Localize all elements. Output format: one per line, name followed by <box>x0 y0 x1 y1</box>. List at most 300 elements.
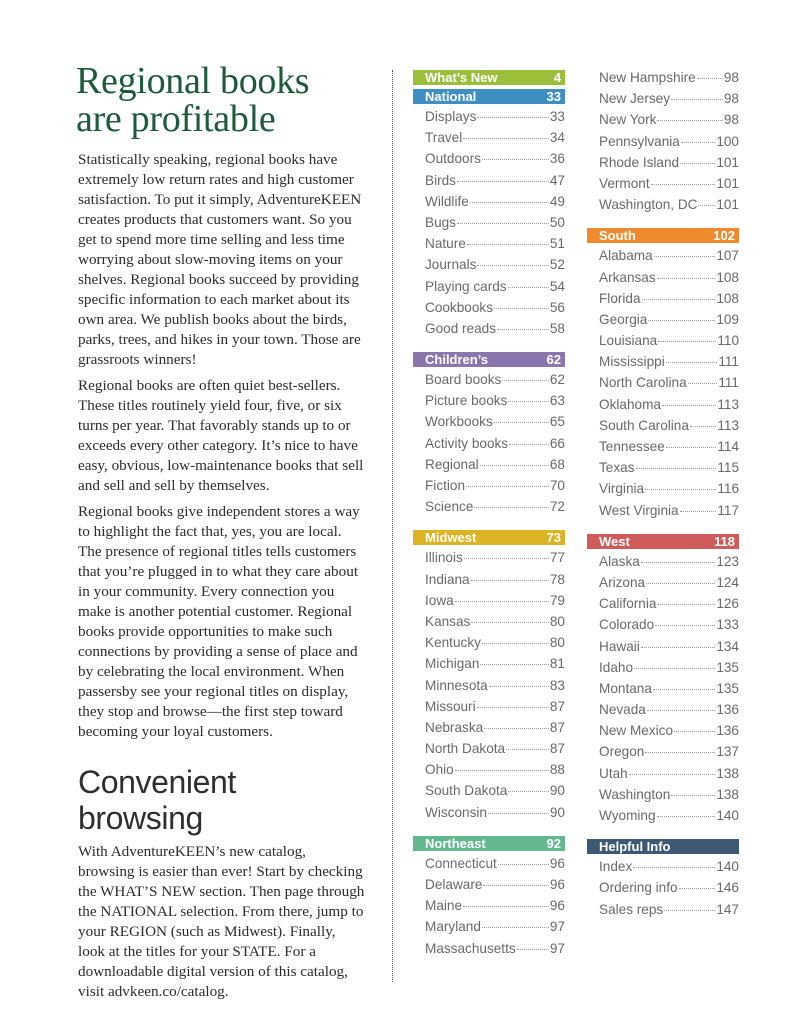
toc-item-page: 101 <box>716 175 739 191</box>
toc-item-label: South Dakota <box>425 783 508 799</box>
toc-item-maryland <box>413 919 565 940</box>
toc-section-title: Helpful Info <box>599 839 671 855</box>
toc-item-page: 136 <box>716 702 739 718</box>
toc-item-illinois <box>413 550 565 571</box>
toc-leader-dots <box>467 244 549 245</box>
toc-leader-dots <box>641 647 716 648</box>
toc-item-page: 98 <box>723 70 739 85</box>
toc-item-texas <box>587 460 739 481</box>
toc-item-list <box>413 851 565 962</box>
toc-leader-dots <box>463 138 549 139</box>
toc-leader-dots <box>657 604 715 605</box>
toc-item-page: 124 <box>716 574 739 590</box>
toc-item-activity-books <box>413 436 565 457</box>
toc-item-page: 68 <box>549 456 565 472</box>
toc-item-nature <box>413 236 565 257</box>
page-title-line1: Regional books <box>76 60 310 102</box>
toc-item-ohio <box>413 762 565 783</box>
toc-item-label: Massachusetts <box>425 940 516 956</box>
toc-leader-dots <box>494 422 549 423</box>
toc-leader-dots <box>698 205 715 206</box>
toc-section-title: Midwest <box>425 530 477 546</box>
toc-item-page: 111 <box>718 375 739 391</box>
toc-item-label: Journals <box>425 257 477 273</box>
toc-section-south <box>587 228 739 523</box>
toc-leader-dots <box>482 927 549 928</box>
toc-section-page: 102 <box>713 228 735 244</box>
toc-item-page: 87 <box>549 698 565 714</box>
toc-item-page: 108 <box>716 269 739 285</box>
toc-item-page: 133 <box>716 617 739 633</box>
toc-leader-dots <box>474 507 549 508</box>
toc-section-what-s-new <box>413 70 565 85</box>
toc-item-arizona <box>587 575 739 596</box>
toc-item-page: 56 <box>549 299 565 315</box>
toc-item-washington-dc <box>587 197 739 218</box>
toc-leader-dots <box>636 468 717 469</box>
toc-item-label: Idaho <box>599 659 634 675</box>
toc-item-maine <box>413 898 565 919</box>
toc-item-delaware <box>413 877 565 898</box>
toc-item-label: Playing cards <box>425 278 507 294</box>
toc-leader-dots <box>489 686 549 687</box>
toc-item-page: 52 <box>549 257 565 273</box>
toc-item-page: 113 <box>717 417 739 433</box>
toc-item-playing-cards <box>413 279 565 300</box>
toc-item-page: 114 <box>717 439 739 454</box>
toc-item-page: 136 <box>716 723 739 739</box>
toc-leader-dots <box>680 163 715 164</box>
toc-item-journals <box>413 257 565 278</box>
toc-section-header <box>587 839 739 854</box>
toc-item-label: Iowa <box>425 592 454 608</box>
toc-leader-dots <box>629 774 716 775</box>
toc-item-page: 147 <box>716 901 739 917</box>
toc-item-label: Maine <box>425 898 463 914</box>
toc-item-page: 134 <box>716 638 739 654</box>
toc-item-label: California <box>599 596 657 612</box>
toc-item-page: 111 <box>718 354 739 370</box>
toc-item-index <box>587 859 739 880</box>
toc-section-children-s <box>413 352 565 520</box>
toc-leader-dots <box>455 770 549 771</box>
toc-section-midwest <box>413 530 565 825</box>
toc-item-michigan <box>413 656 565 677</box>
toc-item-page: 98 <box>723 91 739 107</box>
toc-item-workbooks <box>413 414 565 435</box>
toc-section-title: West <box>599 533 630 549</box>
toc-item-label: Illinois <box>425 550 463 566</box>
toc-item-south-dakota <box>413 783 565 804</box>
toc-leader-dots <box>662 405 716 406</box>
toc-item-page: 140 <box>716 859 739 875</box>
toc-leader-dots <box>655 625 715 626</box>
toc-item-page: 83 <box>549 677 565 693</box>
toc-item-label: New Jersey <box>599 91 671 107</box>
toc-leader-dots <box>658 341 716 342</box>
toc-leader-dots <box>477 117 549 118</box>
toc-section-header <box>587 534 739 549</box>
toc-leader-dots <box>680 511 717 512</box>
toc-item-alabama <box>587 248 739 269</box>
toc-item-hawaii <box>587 639 739 660</box>
toc-item-oregon <box>587 744 739 765</box>
toc-leader-dots <box>471 622 549 623</box>
toc-section-page: 73 <box>546 530 561 546</box>
toc-section-header <box>413 89 565 104</box>
toc-item-label: Wildlife <box>425 193 469 209</box>
toc-item-bugs <box>413 215 565 236</box>
toc-item-alaska <box>587 554 739 575</box>
toc-leader-dots <box>477 707 549 708</box>
toc-item-page: 70 <box>549 478 565 493</box>
toc-item-florida <box>587 291 739 312</box>
toc-section-national <box>413 89 565 342</box>
toc-column-1 <box>413 70 565 972</box>
toc-item-label: Activity books <box>425 435 509 451</box>
toc-leader-dots <box>466 486 549 487</box>
toc-item-label: Virginia <box>599 481 645 497</box>
toc-item-label: Bugs <box>425 214 456 230</box>
toc-item-label: Indiana <box>425 571 470 587</box>
toc-item-page: 80 <box>549 613 565 629</box>
toc-item-minnesota <box>413 678 565 699</box>
toc-section-header <box>413 836 565 851</box>
toc-leader-dots <box>455 601 549 602</box>
toc-item-label: Sales reps <box>599 901 664 917</box>
toc-item-list <box>413 545 565 825</box>
toc-item-displays <box>413 109 565 130</box>
toc-item-new-mexico <box>587 723 739 744</box>
toc-item-label: Alabama <box>599 248 653 264</box>
toc-item-kentucky <box>413 635 565 656</box>
toc-item-page: 33 <box>549 109 565 124</box>
toc-section-title: Northeast <box>425 835 486 851</box>
toc-leader-dots <box>509 444 549 445</box>
toc-item-page: 63 <box>549 393 565 409</box>
toc-leader-dots <box>498 864 549 865</box>
toc-item-page: 87 <box>549 741 565 757</box>
toc-item-birds <box>413 173 565 194</box>
toc-item-page: 107 <box>716 248 739 264</box>
toc-item-page: 79 <box>549 592 565 608</box>
toc-item-kansas <box>413 614 565 635</box>
toc-item-washington <box>587 787 739 808</box>
toc-item-label: Washington, DC <box>599 197 698 213</box>
toc-item-page: 113 <box>717 396 739 412</box>
toc-item-page: 50 <box>549 214 565 230</box>
toc-item-north-carolina <box>587 375 739 396</box>
toc-leader-dots <box>517 949 549 950</box>
toc-item-utah <box>587 766 739 787</box>
toc-item-new-york <box>587 112 739 133</box>
column-divider <box>392 70 393 982</box>
toc-item-missouri <box>413 699 565 720</box>
toc-item-label: Texas <box>599 460 635 476</box>
toc-item-idaho <box>587 660 739 681</box>
toc-item-label: Maryland <box>425 919 481 935</box>
toc-item-page: 138 <box>716 765 739 781</box>
toc-item-page: 115 <box>717 460 739 476</box>
toc-item-label: Nevada <box>599 702 646 718</box>
toc-item-page: 65 <box>549 414 565 430</box>
toc-leader-dots <box>508 287 549 288</box>
toc-item-page: 72 <box>549 499 565 515</box>
toc-leader-dots <box>653 689 715 690</box>
toc-item-nebraska <box>413 720 565 741</box>
toc-section-title: National <box>425 89 477 104</box>
toc-item-page: 110 <box>717 333 739 349</box>
toc-item-list <box>587 70 739 218</box>
toc-section-page: 92 <box>546 835 561 851</box>
toc-section-west <box>587 534 739 829</box>
toc-item-label: Wyoming <box>599 808 656 823</box>
toc-item-label: Kansas <box>425 613 471 629</box>
toc-leader-dots <box>634 668 715 669</box>
toc-item-page: 36 <box>549 151 565 167</box>
toc-item-label: Louisiana <box>599 333 658 349</box>
toc-leader-dots <box>463 906 549 907</box>
toc-column-2 <box>587 70 739 933</box>
toc-item-label: Arkansas <box>599 269 656 285</box>
toc-item-wildlife <box>413 194 565 215</box>
toc-section-header <box>413 530 565 545</box>
toc-item-science <box>413 499 565 520</box>
toc-item-nevada <box>587 702 739 723</box>
toc-leader-dots <box>648 320 715 321</box>
section-heading-browsing: Convenient browsing <box>78 764 236 836</box>
toc-item-page: 34 <box>549 130 565 146</box>
toc-leader-dots <box>657 816 716 817</box>
toc-item-page: 96 <box>549 855 565 871</box>
toc-item-page: 101 <box>716 197 739 213</box>
toc-item-page: 135 <box>716 680 739 696</box>
toc-item-page: 96 <box>549 877 565 892</box>
article-paragraph-3: Regional books give independent stores a way to highlight the fact that, yes, you are local. The presence of regional titles tells customers that you’re plugged in to what they care about in your community. Every connection you make is another potential customer. Regional books provide opportunities to make such connections by providing a sense of place and by celebrating the local environment. When passersby see your regional titles on display, they stop and browse—the first step toward becoming your loyal customers. <box>78 503 360 740</box>
toc-section-header <box>413 352 565 367</box>
toc-leader-dots <box>657 278 716 279</box>
toc-item-ordering-info <box>587 880 739 901</box>
toc-item-page: 47 <box>549 172 565 188</box>
toc-section-page: 118 <box>714 533 735 549</box>
toc-item-page: 98 <box>723 112 739 128</box>
toc-item-label: Index <box>599 859 633 875</box>
toc-section-title: Children’s <box>425 352 489 368</box>
toc-item-page: 126 <box>716 596 739 612</box>
toc-item-page: 117 <box>717 502 739 518</box>
toc-item-label: Ohio <box>425 762 454 778</box>
toc-item-page: 90 <box>549 783 565 799</box>
toc-item-page: 87 <box>549 719 565 735</box>
toc-leader-dots <box>688 383 718 384</box>
toc-item-wyoming <box>587 808 739 829</box>
toc-item-label: Michigan <box>425 656 480 672</box>
toc-item-label: Georgia <box>599 311 648 327</box>
toc-item-page: 109 <box>716 311 739 327</box>
toc-section-continued <box>587 70 739 218</box>
toc-item-mississippi <box>587 354 739 375</box>
toc-item-picture-books <box>413 393 565 414</box>
toc-leader-dots <box>508 791 549 792</box>
toc-leader-dots <box>697 78 723 79</box>
toc-item-page: 66 <box>549 435 565 451</box>
toc-item-label: Vermont <box>599 175 650 191</box>
toc-leader-dots <box>484 728 549 729</box>
toc-item-fiction <box>413 478 565 499</box>
toc-leader-dots <box>646 583 715 584</box>
page-title-line2: are profitable <box>76 98 276 140</box>
toc-leader-dots <box>480 664 548 665</box>
page-title <box>76 62 366 138</box>
toc-section-page: 62 <box>546 352 561 368</box>
toc-leader-dots <box>645 752 715 753</box>
toc-section-page: 33 <box>546 89 561 104</box>
toc-item-label: West Virginia <box>599 502 679 518</box>
toc-leader-dots <box>671 99 723 100</box>
toc-section-page: 4 <box>553 70 561 85</box>
toc-item-label: New York <box>599 112 657 128</box>
toc-leader-dots <box>464 558 549 559</box>
toc-item-label: Hawaii <box>599 638 640 654</box>
toc-item-label: Oregon <box>599 744 645 760</box>
toc-leader-dots <box>471 580 549 581</box>
article-paragraph-4: With AdventureKEEN’s new catalog, browsing is easier than ever! Start by checking the WHAT’S NEW section. Then page through the NATIONAL selection. From there, jump to your REGION (such as Midwest). Finally, look at the titles for your STATE. For a downloadable digital version of this catalog, visit advkeen.co/catalog. <box>78 843 365 1000</box>
toc-item-page: 137 <box>716 744 739 760</box>
toc-leader-dots <box>494 308 549 309</box>
toc-leader-dots <box>645 489 716 490</box>
toc-leader-dots <box>642 299 716 300</box>
toc-item-tennessee <box>587 439 739 460</box>
toc-leader-dots <box>482 643 549 644</box>
toc-item-label: Ordering info <box>599 880 678 896</box>
toc-item-label: North Carolina <box>599 375 687 391</box>
toc-item-label: Minnesota <box>425 677 488 693</box>
toc-item-montana <box>587 681 739 702</box>
toc-leader-dots <box>681 142 715 143</box>
toc-item-page: 97 <box>549 940 565 956</box>
toc-leader-dots <box>666 362 718 363</box>
toc-item-oklahoma <box>587 397 739 418</box>
toc-item-label: Workbooks <box>425 414 493 430</box>
article-paragraph-2: Regional books are often quiet best-sellers. These titles routinely yield four, five, or six turns per year. That favorably stands up to or exceeds every other category. It’s nice to have easy, obvious, low-maintenance books that sell and sell and sell by themselves. <box>78 377 364 494</box>
toc-item-label: Delaware <box>425 877 483 892</box>
toc-item-vermont <box>587 176 739 197</box>
toc-item-west-virginia <box>587 503 739 524</box>
toc-item-page: 97 <box>549 919 565 935</box>
toc-section-title: South <box>599 228 636 244</box>
toc-item-louisiana <box>587 333 739 354</box>
toc-item-label: Washington <box>599 786 671 802</box>
article-paragraph-1: Statistically speaking, regional books have extremely low return rates and high customer satisfaction. To put it simply, AdventureKEEN creates products that customers want. So you get to spend more time selling and less time worrying about slow-moving items on your shelves. Regional books succeed by providing specific information to each market about its own area. We publish books about the birds, parks, trees, and hikes in your town. Those are grassroots winners! <box>78 151 362 368</box>
toc-item-label: Montana <box>599 680 652 696</box>
toc-item-label: Alaska <box>599 553 640 569</box>
toc-item-page: 146 <box>716 880 739 896</box>
toc-item-list <box>587 854 739 923</box>
toc-leader-dots <box>483 885 548 886</box>
toc-section-title: What’s New <box>425 70 498 85</box>
toc-item-label: Missouri <box>425 698 476 714</box>
toc-item-regional <box>413 457 565 478</box>
toc-item-page: 96 <box>549 898 565 914</box>
toc-item-label: Wisconsin <box>425 804 487 820</box>
toc-item-travel <box>413 130 565 151</box>
toc-item-label: Pennsylvania <box>599 133 680 149</box>
toc-leader-dots <box>470 202 549 203</box>
article <box>76 62 366 1002</box>
toc-item-label: Oklahoma <box>599 396 661 412</box>
toc-item-south-carolina <box>587 418 739 439</box>
toc-item-label: Florida <box>599 290 641 306</box>
toc-item-label: New Hampshire <box>599 70 696 85</box>
toc-leader-dots <box>508 401 549 402</box>
toc-leader-dots <box>506 749 549 750</box>
toc-leader-dots <box>480 465 549 466</box>
toc-item-label: Displays <box>425 109 477 124</box>
toc-leader-dots <box>497 329 549 330</box>
toc-item-page: 58 <box>549 320 565 336</box>
toc-item-list <box>413 367 565 520</box>
toc-item-page: 140 <box>716 808 739 823</box>
toc-item-list <box>413 104 565 342</box>
toc-item-cookbooks <box>413 300 565 321</box>
toc-item-list <box>587 243 739 523</box>
toc-leader-dots <box>477 265 548 266</box>
toc-item-label: Birds <box>425 172 456 188</box>
toc-item-label: Picture books <box>425 393 508 409</box>
toc-item-page: 88 <box>549 762 565 778</box>
toc-item-page: 123 <box>716 553 739 569</box>
toc-item-arkansas <box>587 270 739 291</box>
toc-item-new-jersey <box>587 91 739 112</box>
toc-item-north-dakota <box>413 741 565 762</box>
toc-item-label: Nebraska <box>425 719 484 735</box>
toc-item-massachusetts <box>413 941 565 962</box>
toc-item-label: South Carolina <box>599 417 689 433</box>
toc-leader-dots <box>651 184 716 185</box>
toc-item-label: North Dakota <box>425 741 506 757</box>
toc-leader-dots <box>654 256 716 257</box>
toc-item-page: 77 <box>549 550 565 566</box>
toc-section-northeast <box>413 836 565 962</box>
toc-item-label: Good reads <box>425 320 497 336</box>
toc-item-virginia <box>587 481 739 502</box>
toc-section-header <box>413 70 565 85</box>
toc-item-pennsylvania <box>587 134 739 155</box>
toc-item-list <box>587 549 739 829</box>
toc-leader-dots <box>502 380 549 381</box>
toc-item-label: Outdoors <box>425 151 481 167</box>
toc-item-page: 90 <box>549 804 565 820</box>
toc-section-header <box>587 228 739 243</box>
toc-item-page: 108 <box>716 290 739 306</box>
toc-item-label: Utah <box>599 765 628 781</box>
toc-item-label: Travel <box>425 130 463 146</box>
toc-item-page: 62 <box>549 372 565 388</box>
toc-leader-dots <box>488 813 549 814</box>
toc-item-label: Connecticut <box>425 855 497 871</box>
toc-item-page: 51 <box>549 236 565 252</box>
toc-item-connecticut <box>413 856 565 877</box>
toc-item-page: 101 <box>716 154 739 170</box>
toc-item-label: Tennessee <box>599 439 665 454</box>
toc-item-page: 135 <box>716 659 739 675</box>
toc-leader-dots <box>664 910 715 911</box>
toc-item-board-books <box>413 372 565 393</box>
toc-item-label: Kentucky <box>425 635 481 651</box>
toc-item-page: 78 <box>549 571 565 587</box>
toc-item-colorado <box>587 617 739 638</box>
toc-leader-dots <box>482 159 549 160</box>
